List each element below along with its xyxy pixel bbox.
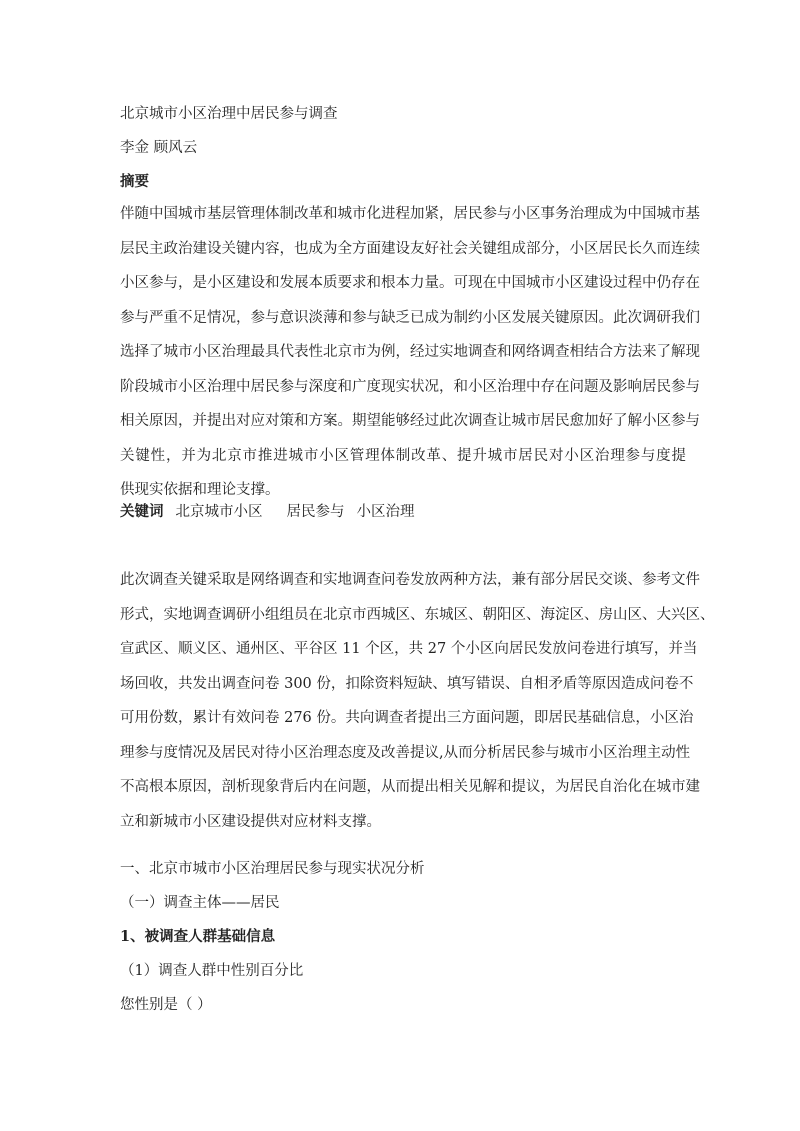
keyword-item: 居民参与 <box>286 504 345 520</box>
document-title: 北京城市小区治理中居民参与调查 <box>120 106 338 122</box>
paragraph-line: 场回收，共发出调查问卷 300 份，扣除资料短缺、填写错误、自相矛盾等原因造成问卷不 <box>120 675 694 692</box>
paragraph-line: 此次调查关键采取是网络调查和实地调查问卷发放两种方法，兼有部分居民交谈、参考文件 <box>120 572 700 588</box>
method-paragraph <box>120 563 715 839</box>
paragraph-line: 不高根本原因，剖析现象背后内在问题，从而提出相关见解和提议，为居民自治化在城市建 <box>120 779 700 795</box>
abstract-line: 层民主政治建设关键内容，也成为全方面建设友好社会关键组成部分，小区居民长久而连续 <box>120 240 700 257</box>
paragraph-line: 形式，实地调查调研小组组员在北京市西城区、东城区、朝阳区、海淀区、房山区、大兴区、 <box>120 606 715 623</box>
survey-question: 您性别是（ ） <box>120 997 212 1013</box>
paragraph-line: 可用份数，累计有效问卷 276 份。共向调查者提出三方面问题，即居民基础信息，小区治 <box>120 710 694 726</box>
abstract-line: 阶段城市小区治理中居民参与深度和广度现实状况，和小区治理中存在问题及影响居民参与 <box>120 378 700 395</box>
abstract-line: 小区参与，是小区建设和发展本质要求和根本力量。可现在中国城市小区建设过程中仍存在 <box>120 275 700 291</box>
abstract-line: 相关原因，并提出对应对策和方案。期望能够经过此次调查让城市居民愈加好了解小区参与 <box>120 413 700 429</box>
abstract-line: 伴随中国城市基层管理体制改革和城市化进程加紧，居民参与小区事务治理成为中国城市基 <box>120 206 700 222</box>
subsection-heading: （一）调查主体——居民 <box>120 895 280 911</box>
abstract-heading: 摘要 <box>120 173 149 190</box>
authors: 李金 顾风云 <box>120 140 198 156</box>
subsubsection-heading: 1、被调查人群基础信息 <box>120 928 276 945</box>
abstract-line: 参与严重不足情况，参与意识淡薄和参与缺乏已成为制约小区发展关键原因。此次调研我们 <box>120 309 700 326</box>
abstract-line: 选择了城市小区治理最具代表性北京市为例，经过实地调查和网络调查相结合方法来了解现 <box>120 344 700 360</box>
section-heading: 一、北京市城市小区治理居民参与现实状况分析 <box>120 861 425 877</box>
abstract-body <box>120 197 700 508</box>
abstract-line: 供现实依据和理论支撑。 <box>120 482 280 498</box>
keyword-item: 小区治理 <box>356 504 415 520</box>
keywords-label: 关键词 <box>120 503 164 520</box>
paragraph-line: 理参与度情况及居民对待小区治理态度及改善提议,从而分析居民参与城市小区治理主动性 <box>120 744 691 761</box>
keyword-item: 北京城市小区 <box>175 504 263 520</box>
keywords-row <box>120 502 415 522</box>
item-heading: （1）调查人群中性别百分比 <box>120 963 304 979</box>
paragraph-line: 宣武区、顺义区、通州区、平谷区 11 个区，共 27 个小区向居民发放问卷进行填写，并当 <box>120 641 698 657</box>
abstract-line: 关键性，并为北京市推进城市小区管理体制改革、提升城市居民对小区治理参与度提 <box>120 447 686 464</box>
paragraph-line: 立和新城市小区建设提供对应材料支撑。 <box>120 813 381 830</box>
